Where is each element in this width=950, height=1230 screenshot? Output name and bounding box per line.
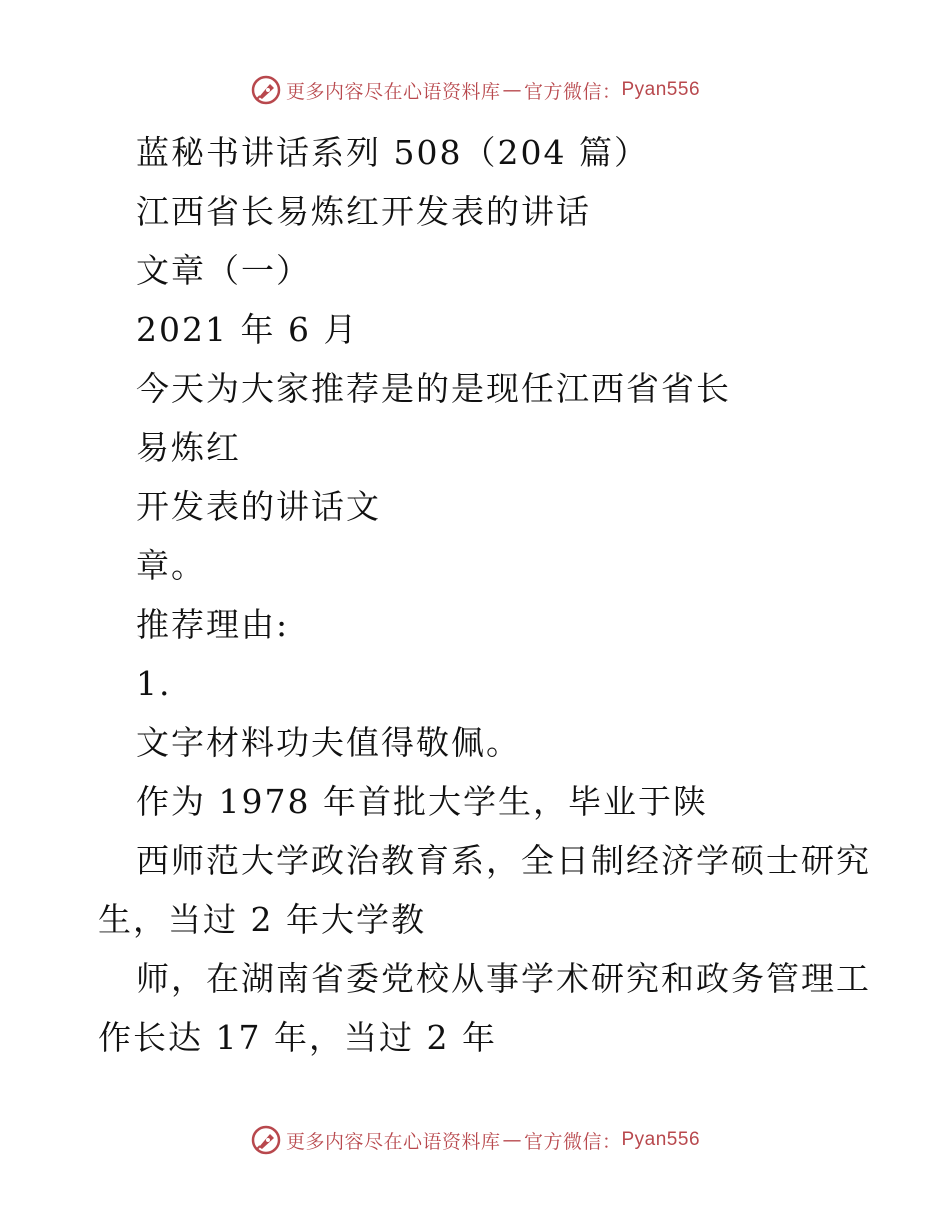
doc-line-heading: 江西省长易炼红开发表的讲话 [136,192,591,231]
doc-line: 生，当过 2 年大学教 [98,900,426,939]
doc-line: 易炼红 [136,428,241,467]
doc-line: 开发表的讲话文 [136,487,381,526]
doc-line: 作长达 17 年，当过 2 年 [98,1018,497,1057]
watermark-dash: — [502,79,522,101]
watermark-footer [0,1124,950,1156]
pen-nib-logo-icon [250,74,282,106]
watermark-dash: — [502,1129,522,1151]
doc-line: 章。 [136,546,206,585]
doc-line-series-title: 蓝秘书讲话系列 508（204 篇） [136,133,649,172]
watermark-text: 更多内容尽在心语资料库 [285,1130,501,1153]
watermark-wechat-id: Pyan556 [621,1129,701,1150]
watermark-header [0,74,950,106]
watermark-suffix: 官方微信： [523,80,622,103]
watermark-suffix: 官方微信： [523,1130,622,1153]
watermark-text: 更多内容尽在心语资料库 [285,80,501,103]
pen-nib-logo-icon [250,1124,282,1156]
doc-line: 文字材料功夫值得敬佩。 [136,723,521,762]
doc-line-section-label: 推荐理由: [136,605,290,644]
doc-line: 西师范大学政治教育系，全日制经济学硕士研究 [136,841,871,880]
doc-line-list-number: 1. [136,664,172,703]
watermark-wechat-id: Pyan556 [621,79,701,100]
doc-line: 今天为大家推荐是的是现任江西省省长 [136,369,731,408]
document-body [98,123,871,1067]
doc-line: 作为 1978 年首批大学生，毕业于陕 [136,782,708,821]
doc-line-date: 2021 年 6 月 [136,310,359,349]
doc-line: 师，在湖南省委党校从事学术研究和政务管理工 [136,959,871,998]
doc-line-heading-part: 文章（一） [136,251,311,290]
